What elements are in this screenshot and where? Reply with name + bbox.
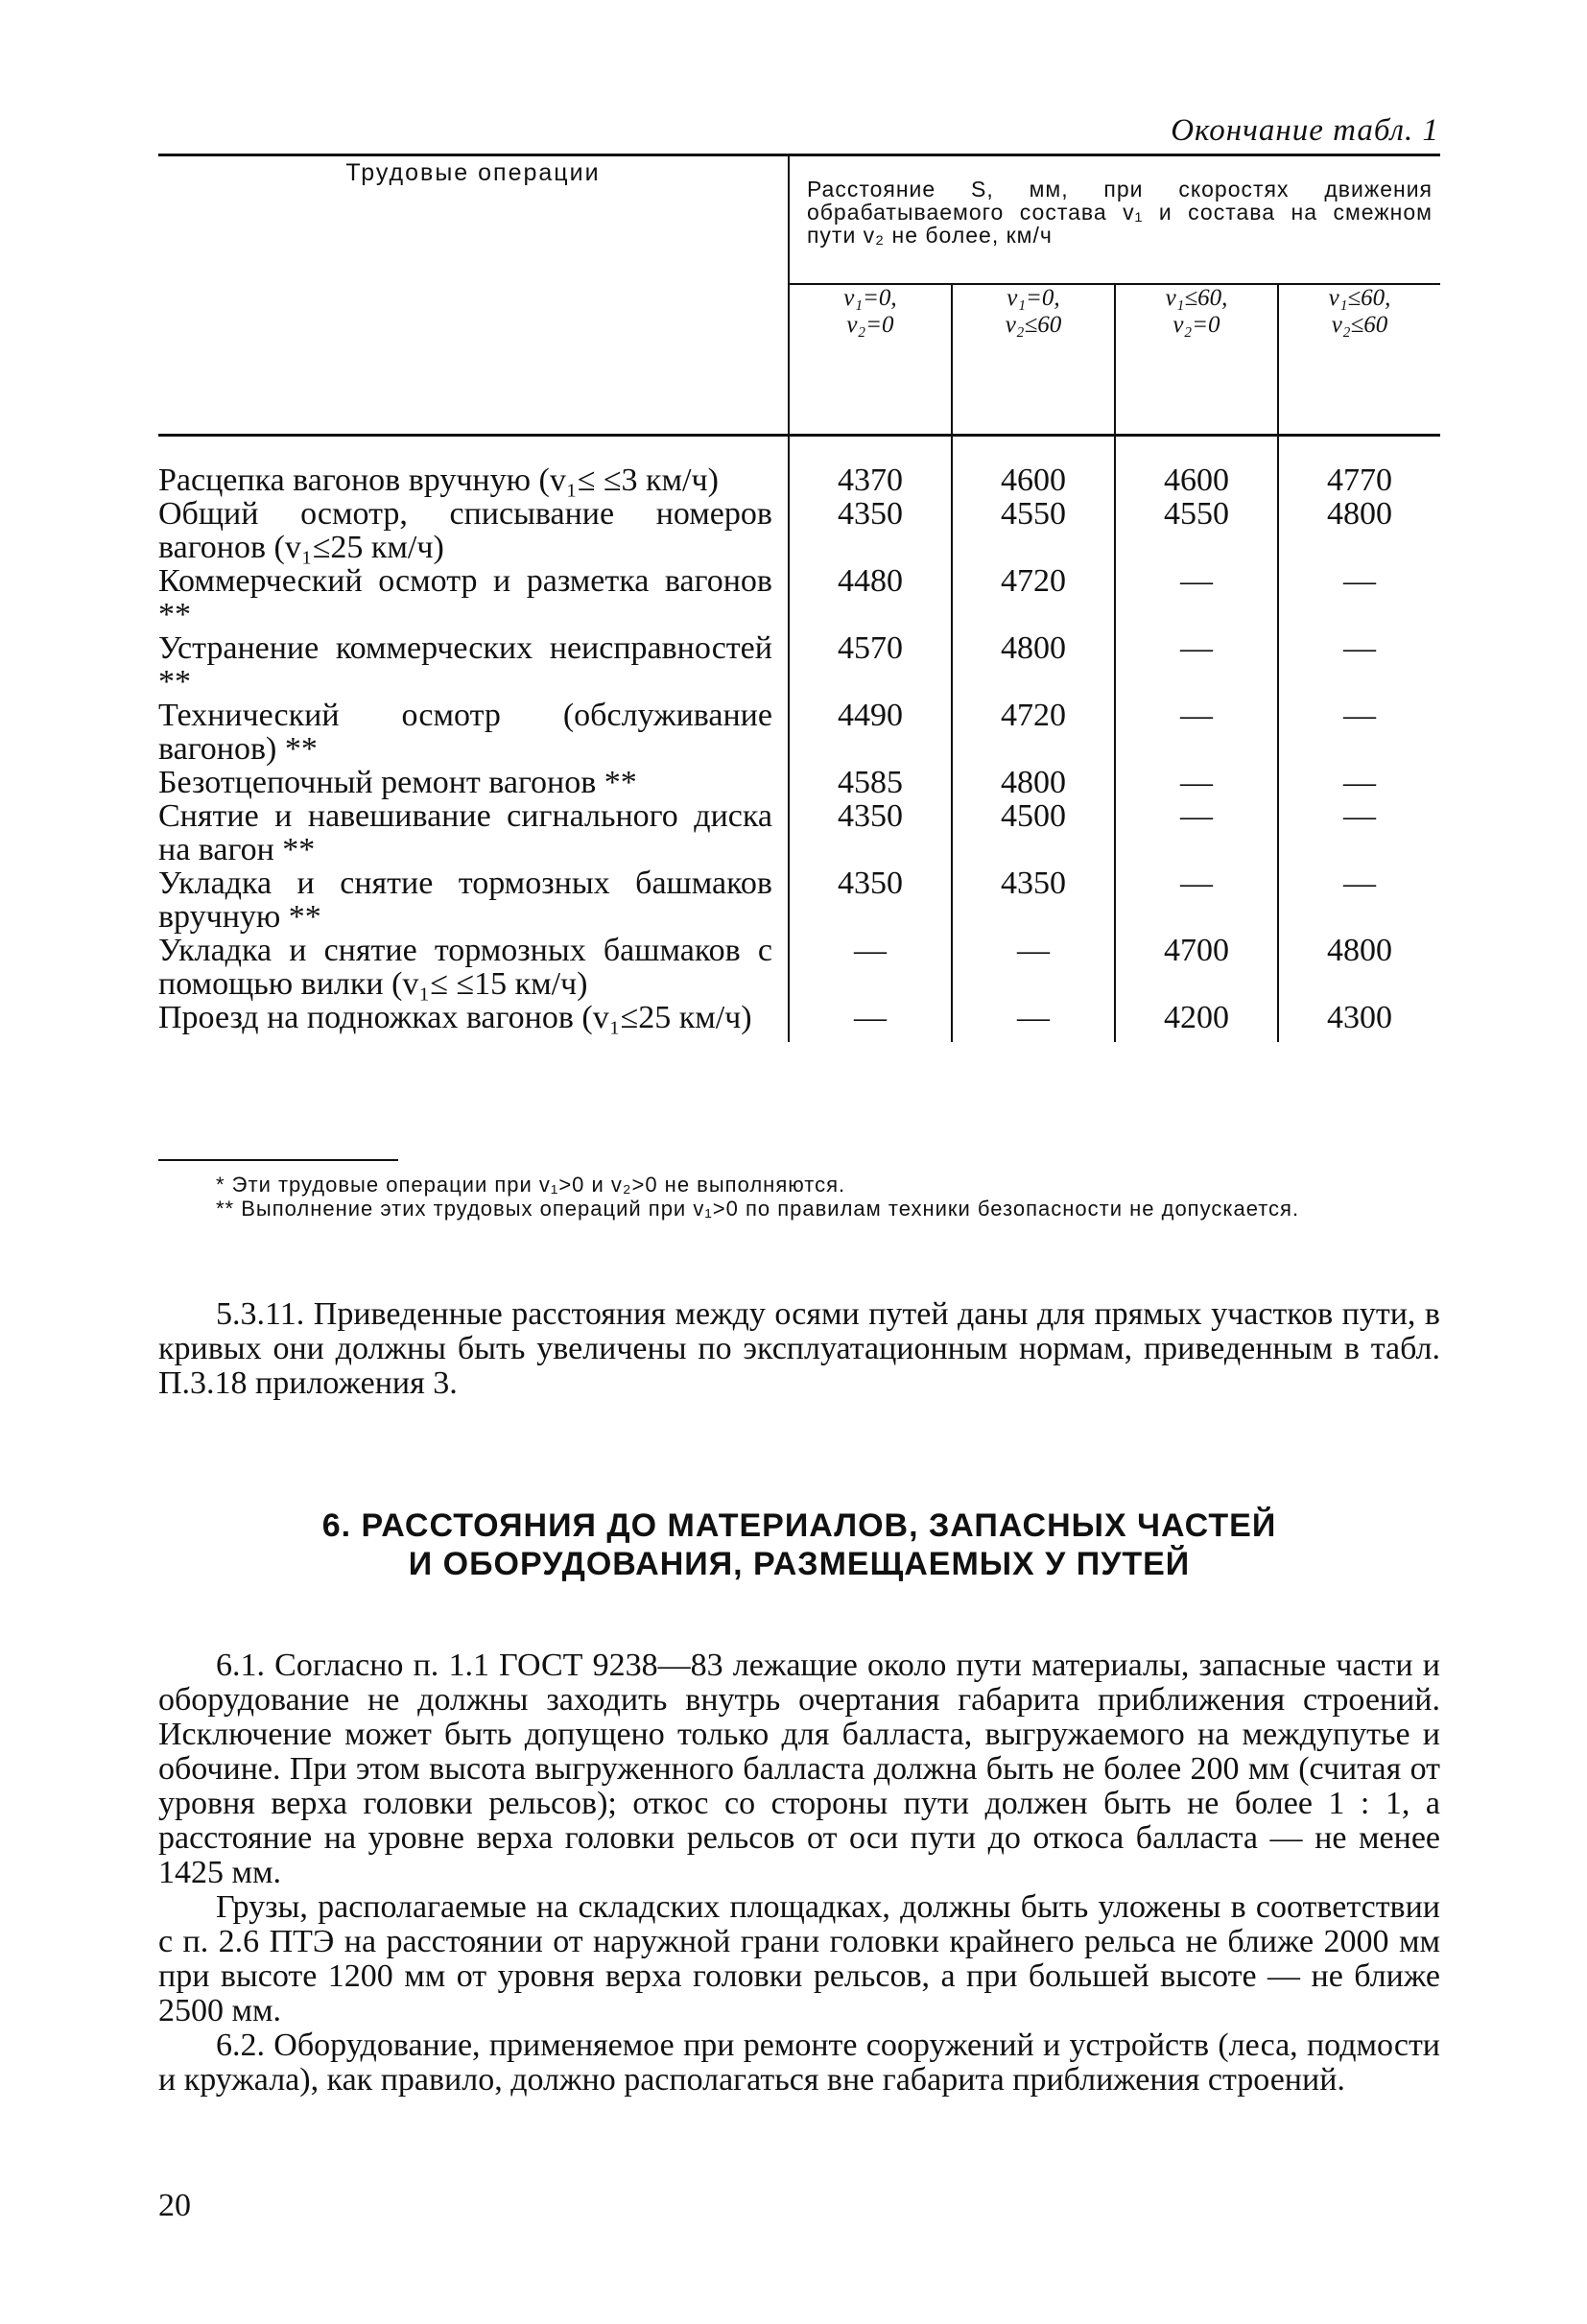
table-row <box>158 564 1440 631</box>
table-row <box>158 497 1440 564</box>
row-value: 4600 <box>1115 436 1278 498</box>
row-value: 4770 <box>1278 436 1440 498</box>
row-value: — <box>1115 564 1278 631</box>
row-value: — <box>1115 799 1278 866</box>
header-speed-3: v₁≤60, v₂=0 <box>1115 284 1278 436</box>
row-value: — <box>1278 766 1440 799</box>
row-value: 4200 <box>1115 1001 1278 1042</box>
row-operation: Устранение коммерческих неисправностей ** <box>158 630 772 700</box>
row-value: 4720 <box>952 564 1115 631</box>
row-value: 4350 <box>789 799 952 866</box>
page-number: 20 <box>158 2188 191 2223</box>
row-value: 4490 <box>789 699 952 766</box>
row-value: 4550 <box>1115 497 1278 564</box>
row-value: 4800 <box>952 631 1115 699</box>
row-value: 4550 <box>952 497 1115 564</box>
row-operation: Безотцепочный ремонт вагонов ** <box>158 765 637 800</box>
row-value: 4600 <box>952 436 1115 498</box>
row-value: — <box>1115 699 1278 766</box>
row-operation: Укладка и снятие тормозных башмаков с помощью вилки (v₁≤ ≤15 км/ч) <box>158 933 772 1002</box>
section-title-line: И ОБОРУДОВАНИЯ, РАЗМЕЩАЕМЫХ У ПУТЕЙ <box>408 1546 1191 1582</box>
row-value: — <box>789 934 952 1001</box>
row-operation: Расцепка вагонов вручную (v₁≤ ≤3 км/ч) <box>158 462 719 498</box>
section-body <box>158 1648 1440 2098</box>
row-value: 4800 <box>1278 497 1440 564</box>
table-row <box>158 699 1440 766</box>
row-value: — <box>1278 631 1440 699</box>
row-value: 4800 <box>1278 934 1440 1001</box>
row-value: 4800 <box>952 766 1115 799</box>
row-operation: Коммерческий осмотр и разметка вагонов ** <box>158 563 772 632</box>
row-operation: Общий осмотр, списывание номеров вагонов (v₁≤25 км/ч) <box>158 496 772 565</box>
row-value: — <box>952 1001 1115 1042</box>
row-value: 4480 <box>789 564 952 631</box>
footnote: * Эти трудовые операции при v₁>0 и v₂>0 не выполняются. <box>216 1173 846 1197</box>
row-value: — <box>1278 799 1440 866</box>
row-value: — <box>789 1001 952 1042</box>
row-value: 4700 <box>1115 934 1278 1001</box>
section-title-line: 6. РАССТОЯНИЯ ДО МАТЕРИАЛОВ, ЗАПАСНЫХ ЧАСТЕЙ <box>321 1507 1277 1544</box>
row-value: — <box>1278 699 1440 766</box>
footnote-divider <box>158 1159 398 1161</box>
row-value: 4350 <box>789 497 952 564</box>
row-value: 4585 <box>789 766 952 799</box>
paragraph-5-3-11-block <box>158 1297 1440 1401</box>
table-row <box>158 934 1440 1001</box>
paragraph: 6.1. Согласно п. 1.1 ГОСТ 9238—83 лежащие около пути материалы, запасные части и оборудование не должны заходить внутрь очертания габарита приближения строений. Исключение может быть допущено только для балласта, выгружаемого на междупутье и обочине. При этом высота выгруженного балласта должна быть не более 200 мм (считая от уровня верха головки рельсов); откос со стороны пути должен быть не более 1 : 1, а расстояние на уровне верха головки рельсов от оси пути до откоса балласта — не менее 1425 мм. <box>158 1648 1440 1890</box>
table-row <box>158 631 1440 699</box>
row-operation: Проезд на подножках вагонов (v₁≤25 км/ч) <box>158 1000 752 1035</box>
header-operations: Трудовые операции <box>158 155 789 436</box>
table-row <box>158 436 1440 498</box>
row-value: 4370 <box>789 436 952 498</box>
row-value: 4350 <box>789 866 952 934</box>
row-value: 4500 <box>952 799 1115 866</box>
table-row <box>158 1001 1440 1042</box>
row-operation: Снятие и навешивание сигнального диска на вагон ** <box>158 798 772 867</box>
footnote: ** Выполнение этих трудовых операций при v₁>0 по правилам техники безопасности не допускается. <box>216 1197 1300 1221</box>
paragraph: 5.3.11. Приведенные расстояния между осями путей даны для прямых участков пути, в кривых они должны быть увеличены по эксплуатационным нормам, приведенным в табл. П.3.18 приложения 3. <box>158 1296 1440 1401</box>
row-value: 4720 <box>952 699 1115 766</box>
row-value: 4570 <box>789 631 952 699</box>
row-value: 4300 <box>1278 1001 1440 1042</box>
row-value: — <box>1278 866 1440 934</box>
header-speed-4: v₁≤60, v₂≤60 <box>1278 284 1440 436</box>
row-operation: Укладка и снятие тормозных башмаков вручную ** <box>158 866 772 935</box>
table-row <box>158 799 1440 866</box>
row-value: 4350 <box>952 866 1115 934</box>
paragraph: 6.2. Оборудование, применяемое при ремонте сооружений и устройств (леса, подмости и кружала), как правило, должно располагаться вне габарита приближения строений. <box>158 2028 1440 2098</box>
section-title <box>158 1506 1440 1583</box>
row-value: — <box>1278 564 1440 631</box>
header-distance: Расстояние S, мм, при скоростях движения обрабатываемого состава v₁ и состава на смежном пути v₂ не более, км/ч <box>789 155 1440 285</box>
table-caption: Окончание табл. 1 <box>1171 113 1439 148</box>
row-value: — <box>1115 866 1278 934</box>
table-row <box>158 766 1440 799</box>
paragraph: Грузы, располагаемые на складских площадках, должны быть уложены в соответствии с п. 2.6 ПТЭ на расстоянии от наружной грани головки крайнего рельса не ближе 2000 мм при высоте 1200 мм от уровня верха головки рельсов, а при большей высоте — не ближе 2500 мм. <box>158 1889 1440 2028</box>
row-operation: Технический осмотр (обслуживание вагонов) ** <box>158 698 772 767</box>
row-value: — <box>1115 766 1278 799</box>
header-speed-1: v₁=0, v₂=0 <box>789 284 952 436</box>
header-speed-2: v₁=0, v₂≤60 <box>952 284 1115 436</box>
operations-table <box>158 154 1440 1042</box>
row-value: — <box>952 934 1115 1001</box>
table-footnotes <box>158 1173 1440 1221</box>
row-value: — <box>1115 631 1278 699</box>
table-row <box>158 866 1440 934</box>
